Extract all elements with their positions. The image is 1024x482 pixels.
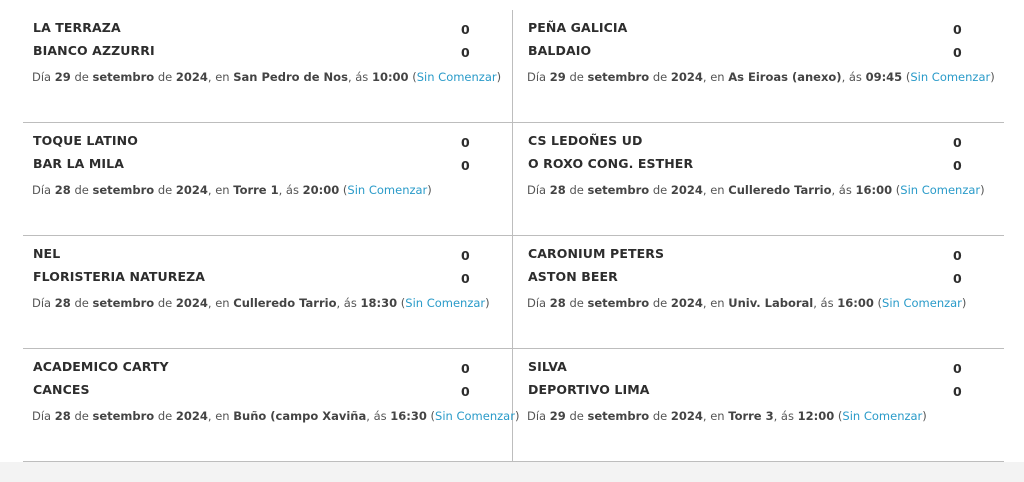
match-card (513, 10, 1004, 122)
home-team[interactable]: CS LEDOÑES UD (528, 133, 643, 148)
away-score: 0 (953, 384, 962, 399)
away-team[interactable]: BIANCO AZZURRI (33, 43, 155, 58)
home-team[interactable]: LA TERRAZA (33, 20, 121, 35)
match-info: Día 29 de setembro de 2024, en San Pedro de Nos, ás 10:00 (Sin Comenzar) (32, 70, 502, 84)
away-score: 0 (953, 158, 962, 173)
away-team[interactable]: FLORISTERIA NATUREZA (33, 269, 206, 284)
away-score: 0 (953, 271, 962, 286)
home-score: 0 (461, 22, 470, 37)
match-info: Día 28 de setembro de 2024, en Buño (campo Xaviña, ás 16:30 (Sin Comenzar) (32, 409, 520, 423)
status-link[interactable]: Sin Comenzar (435, 409, 515, 423)
match-row (23, 236, 1004, 349)
match-card (513, 236, 1004, 348)
match-row (23, 349, 1004, 462)
home-team[interactable]: PEÑA GALICIA (528, 20, 628, 35)
away-score: 0 (461, 158, 470, 173)
match-card (23, 236, 513, 348)
away-team[interactable]: CANCES (33, 382, 90, 397)
venue: Torre 1 (233, 183, 279, 197)
home-score: 0 (461, 361, 470, 376)
venue: Buño (campo Xaviña (233, 409, 367, 423)
match-row (23, 10, 1004, 123)
footer-strip (0, 462, 1024, 482)
match-card (23, 123, 513, 235)
away-team[interactable]: O ROXO CONG. ESTHER (528, 156, 694, 171)
home-score: 0 (953, 248, 962, 263)
match-row (23, 123, 1004, 236)
match-info: Día 29 de setembro de 2024, en As Eiroas (anexo), ás 09:45 (Sin Comenzar) (527, 70, 995, 84)
venue: Culleredo Tarrio (233, 296, 337, 310)
match-info: Día 28 de setembro de 2024, en Univ. Laboral, ás 16:00 (Sin Comenzar) (527, 296, 967, 310)
home-score: 0 (953, 135, 962, 150)
home-score: 0 (461, 135, 470, 150)
status-link[interactable]: Sin Comenzar (882, 296, 962, 310)
away-score: 0 (461, 384, 470, 399)
home-team[interactable]: NEL (33, 246, 61, 261)
match-info: Día 28 de setembro de 2024, en Culleredo Tarrio, ás 18:30 (Sin Comenzar) (32, 296, 490, 310)
home-team[interactable]: TOQUE LATINO (33, 133, 138, 148)
home-score: 0 (953, 361, 962, 376)
status-link[interactable]: Sin Comenzar (910, 70, 991, 84)
away-score: 0 (461, 45, 470, 60)
away-team[interactable]: BALDAIO (528, 43, 592, 58)
away-score: 0 (461, 271, 470, 286)
away-team[interactable]: DEPORTIVO LIMA (528, 382, 650, 397)
venue: Torre 3 (728, 409, 774, 423)
home-team[interactable]: CARONIUM PETERS (528, 246, 665, 261)
home-team[interactable]: ACADEMICO CARTY (33, 359, 169, 374)
match-card (23, 10, 513, 122)
home-score: 0 (461, 248, 470, 263)
away-team[interactable]: ASTON BEER (528, 269, 618, 284)
match-card (513, 349, 1004, 461)
match-info: Día 29 de setembro de 2024, en Torre 3, ás 12:00 (Sin Comenzar) (527, 409, 927, 423)
status-link[interactable]: Sin Comenzar (416, 70, 497, 84)
status-link[interactable]: Sin Comenzar (900, 183, 981, 197)
match-card (23, 349, 520, 461)
venue: San Pedro de Nos (233, 70, 348, 84)
match-results-grid (23, 10, 1004, 462)
venue: Univ. Laboral (728, 296, 814, 310)
away-score: 0 (953, 45, 962, 60)
match-info: Día 28 de setembro de 2024, en Culleredo Tarrio, ás 16:00 (Sin Comenzar) (527, 183, 985, 197)
match-info: Día 28 de setembro de 2024, en Torre 1, ás 20:00 (Sin Comenzar) (32, 183, 432, 197)
venue: As Eiroas (anexo) (728, 70, 842, 84)
status-link[interactable]: Sin Comenzar (842, 409, 923, 423)
status-link[interactable]: Sin Comenzar (405, 296, 486, 310)
venue: Culleredo Tarrio (728, 183, 832, 197)
away-team[interactable]: BAR LA MILA (33, 156, 124, 171)
home-team[interactable]: SILVA (528, 359, 567, 374)
match-card (513, 123, 1004, 235)
status-link[interactable]: Sin Comenzar (347, 183, 428, 197)
home-score: 0 (953, 22, 962, 37)
